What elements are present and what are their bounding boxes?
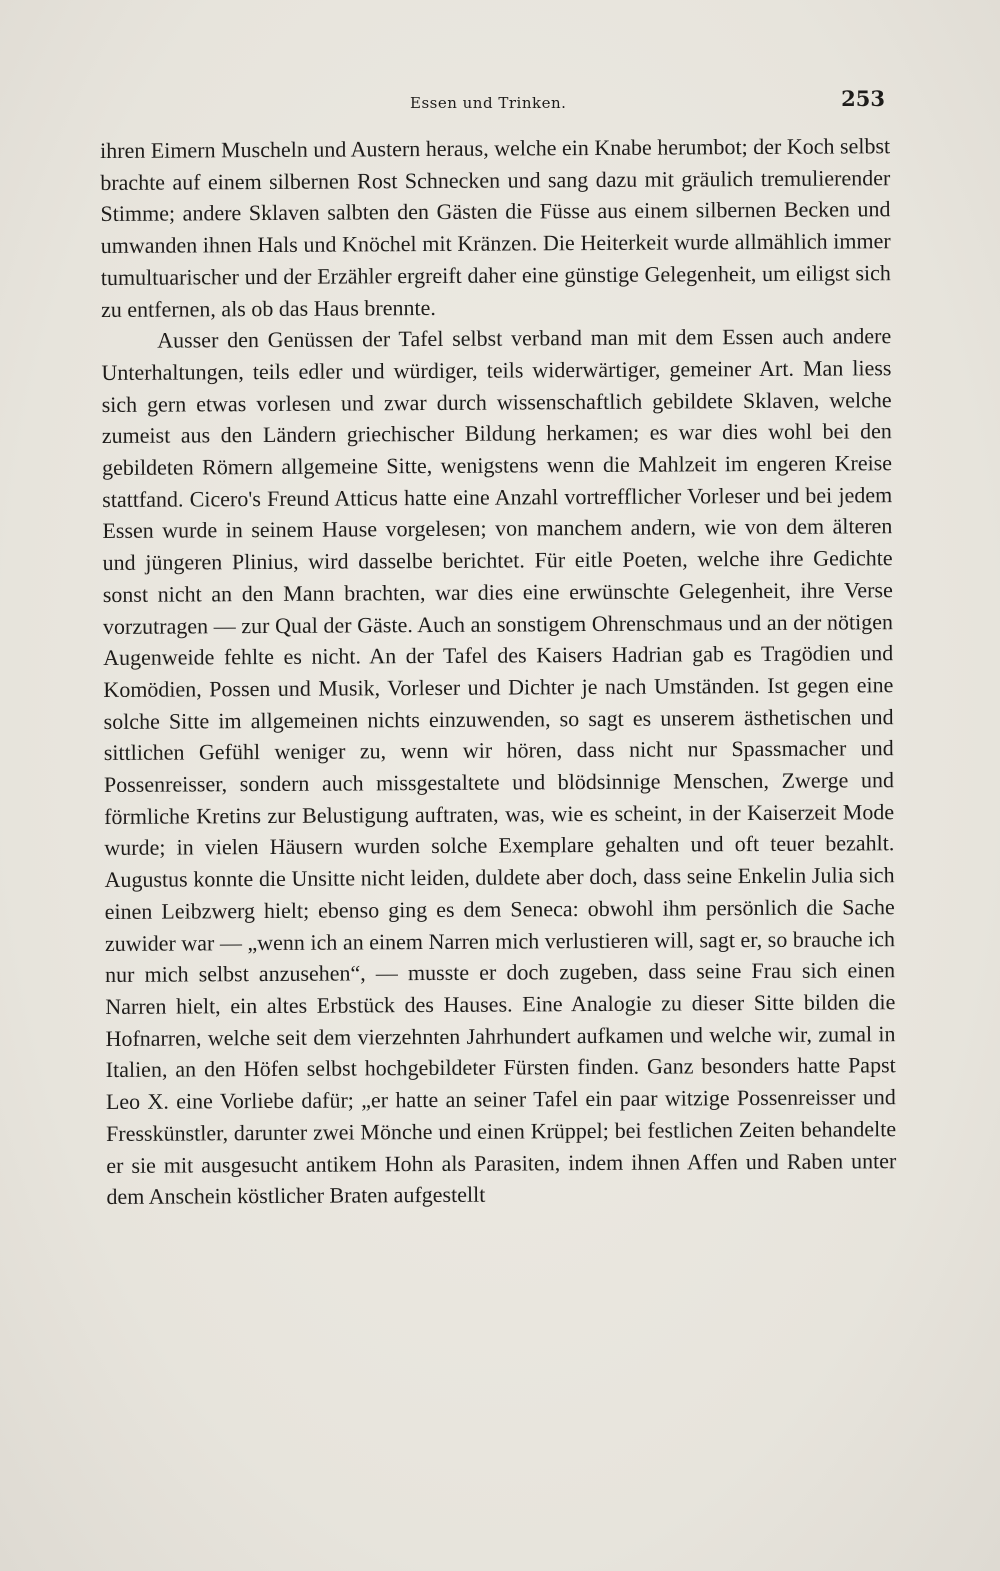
page-number: 253 — [841, 86, 885, 111]
paragraph-1: ihren Eimern Muscheln und Austern heraus, welche ein Knabe herumbot; der Koch selbst brachte auf einem silbernen Rost Schnecken und sang dazu mit gräulich tremulierender Stimme; andere Sklaven salbten den Gästen die Füsse aus einem silbernen Becken und umwanden ihnen Hals und Knöchel mit Kränzen. Die Heiterkeit wurde allmählich immer tumultuarischer und der Erzähler ergreift daher eine günstige Gelegenheit, um eiligst sich zu entfernen, als ob das Haus brennte. — [100, 133, 891, 322]
page-header — [100, 86, 885, 122]
running-title: Essen und Trinken. — [410, 94, 567, 112]
paragraph-2: Ausser den Genüssen der Tafel selbst verband man mit dem Essen auch andere Unterhaltungen, teils edler und würdiger, teils widerwärtiger, gemeiner Art. Man liess sich gern etwas vorlesen und zwar durch wissenschaftlich gebildete Sklaven, welche zumeist aus den Ländern griechischer Bildung herkamen; es war dies wohl bei den gebildeten Römern allgemeine Sitte, wenigstens wenn die Mahlzeit im engeren Kreise stattfand. Cicero's Freund Atticus hatte eine Anzahl vortrefflicher Vorleser und bei jedem Essen wurde in seinem Hause vorgelesen; von manchem andern, wie von dem älteren und jüngeren Plinius, wird dasselbe berichtet. Für eitle Poeten, welche ihre Gedichte sonst nicht an den Mann brachten, war dies eine erwünschte Gelegenheit, ihre Verse vorzutragen — zur Qual der Gäste. Auch an sonstigem Ohrenschmaus und an der nötigen Augenweide fehlte es nicht. An der Tafel des Kaisers Hadrian gab es Tragödien und Komödien, Possen und Musik, Vorleser und Dichter je nach Umständen. Ist gegen eine solche Sitte im allgemeinen nichts einzuwenden, so sagt es unserem ästhetischen und sittlichen Gefühl weniger zu, wenn wir hören, dass nicht nur Spassmacher und Possenreisser, sondern auch missgestaltete und blödsinnige Menschen, Zwerge und förmliche Kretins zur Belustigung auftraten, was, wie es scheint, in der Kaiserzeit Mode wurde; in vielen Häusern wurden solche Exemplare gehalten und oft teuer bezahlt. Augustus konnte die Unsitte nicht leiden, duldete aber doch, dass seine Enkelin Julia sich einen Leibzwerg hielt; ebenso ging es dem Seneca: obwohl ihm persönlich die Sache zuwider war — „wenn ich an einem Narren mich verlustieren will, sagt er, so brauche ich nur mich selbst anzusehen“, — musste er doch zugeben, dass seine Frau sich einen Narren hielt, ein altes Erbstück des Hauses. Eine Analogie zu dieser Sitte bilden die Hofnarren, welche seit dem vierzehnten Jahrhundert aufkamen und welche wir, zumal in Italien, an den Höfen selbst hochgebildeter Fürsten finden. Ganz besonders hatte Papst Leo X. eine Vorliebe dafür; „er hatte an seiner Tafel ein paar witzige Possenreisser und Fresskünstler, darunter zwei Mönche und einen Krüppel; bei festlichen Zeiten behandelte er sie mit ausgesucht antikem Hohn als Parasiten, indem ihnen Affen und Raben unter dem Anschein köstlicher Braten aufgestellt — [101, 323, 897, 1210]
page-body — [100, 130, 897, 1213]
